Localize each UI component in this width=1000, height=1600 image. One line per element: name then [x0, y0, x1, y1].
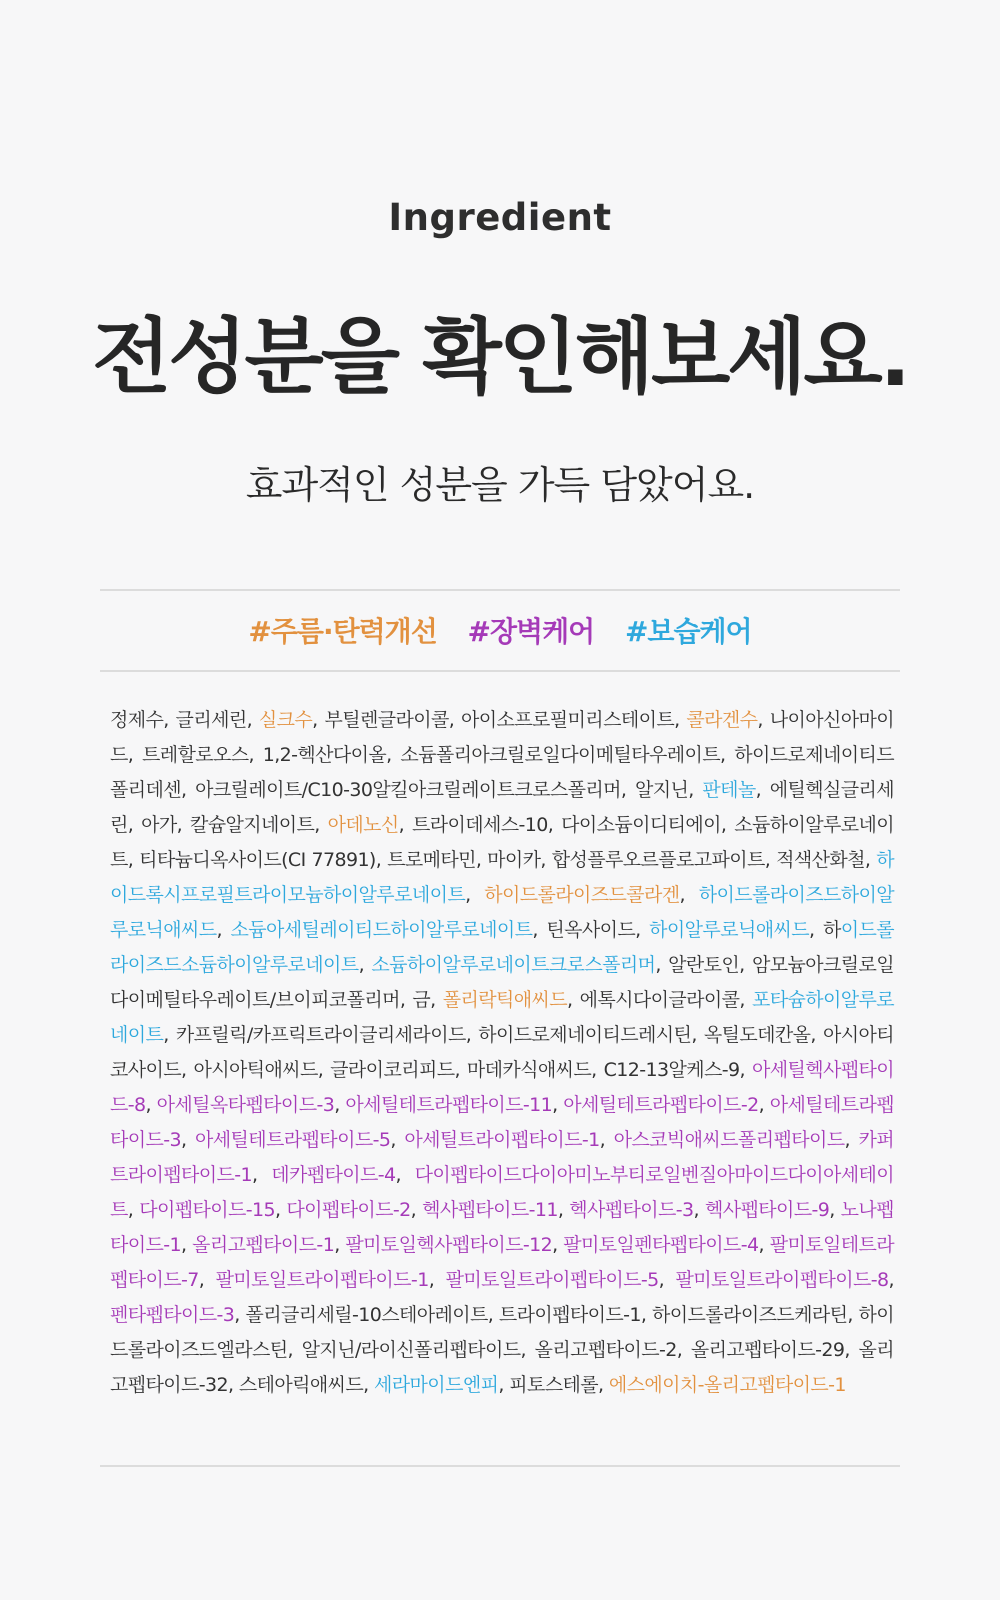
page-subtitle: 효과적인 성분을 가득 담았어요.: [245, 463, 755, 507]
highlighted-ingredient: 올리고펩타이드-1: [192, 1234, 335, 1256]
ingredient-text: , 폴리글리세릴-10스테아레이트, 트라이펩타이드-1, 하이드롤라이즈드케라틴, 하이드롤라이즈드엘라스틴, 알지닌/라이신폴리펩타이드, 올리고펩타이드-2, 올리고펩타이드-29, 올리고펩타이드-32, 스테아릭애씨드,: [110, 1304, 894, 1396]
highlighted-ingredient: 아데노신: [327, 814, 399, 836]
divider-top: [100, 589, 900, 591]
ingredient-text: ,: [829, 1199, 841, 1221]
ingredient-text: , 트라이데세스-10, 다이소듐이디티에이, 소듐하이알루로네이트, 티타늄디옥사이드(CI 77891), 트로메타민, 마이카, 합성플루오르플로고파이트, 적색산화철,: [110, 814, 894, 871]
ingredient-text: ,: [390, 1129, 405, 1151]
divider-middle: [100, 670, 900, 672]
ingredient-text: , 에틸헥실글리세린, 아가, 칼슘알지네이트,: [110, 779, 894, 836]
ingredient-text: ,: [198, 1269, 216, 1291]
ingredient-text: ,: [145, 1094, 157, 1116]
ingredient-text: ,: [274, 1199, 287, 1221]
ingredient-text: , 틴옥사이드,: [532, 919, 650, 941]
highlighted-ingredient: 하이드롤라이즈드콜라겐: [484, 884, 680, 906]
highlighted-ingredient: 아세틸테트라펩타이드-5: [195, 1129, 391, 1151]
highlighted-ingredient: 소듐아세틸레이티드하이알루로네이트: [230, 919, 533, 941]
highlighted-ingredient: 아세틸테트라펩타이드-3: [110, 1094, 895, 1151]
ingredient-text: ,: [693, 1199, 705, 1221]
highlighted-ingredient: 아세틸테트라펩타이드-11: [345, 1094, 553, 1116]
hashtag-wrinkle-elasticity: #주름·탄력개선: [248, 615, 437, 648]
highlighted-ingredient: 소듐하이알루로네이트크로스폴리머: [371, 954, 656, 976]
highlighted-ingredient: 팔미토일트라이펩타이드-8: [675, 1269, 889, 1291]
highlighted-ingredient: 노나펩타이드-1: [110, 1199, 894, 1256]
highlighted-ingredient: 실크수: [258, 709, 313, 731]
highlighted-ingredient: 데카펩타이드-4: [271, 1164, 396, 1186]
ingredient-text: ,: [181, 1234, 193, 1256]
highlighted-ingredient: 팔미토일펜타펩타이드-4: [563, 1234, 759, 1256]
ingredient-text: ,: [334, 1094, 346, 1116]
ingredient-text: , 하: [808, 919, 841, 941]
ingredient-text: ,: [181, 1129, 196, 1151]
ingredient-text: , 부틸렌글라이콜, 아이소프로필미리스테이트,: [312, 709, 687, 731]
ingredient-text: ,: [216, 919, 231, 941]
highlighted-ingredient: 아세틸옥타펩타이드-3: [156, 1094, 335, 1116]
highlighted-ingredient: 판테놀: [702, 779, 756, 801]
highlighted-ingredient: 하이알루로닉애씨드: [649, 919, 809, 941]
highlighted-ingredient: 아스코빅애씨드폴리펩타이드: [613, 1129, 845, 1151]
highlighted-ingredient: 헥사펩타이드-11: [422, 1199, 558, 1221]
ingredient-text: ,: [552, 1234, 564, 1256]
ingredient-text: ,: [552, 1094, 564, 1116]
ingredient-text: ,: [758, 1094, 770, 1116]
ingredient-text: , 알란토인, 암모늄아크릴로일다이메틸타우레이트/브이피코폴리머, 금,: [110, 954, 894, 1011]
highlighted-ingredient: 아세틸테트라펩타이드-2: [563, 1094, 759, 1116]
ingredient-text: ,: [358, 954, 372, 976]
highlighted-ingredient: 아세틸트라이펩타이드-1: [404, 1129, 600, 1151]
hashtag-row: [0, 610, 1000, 650]
ingredient-text: ,: [658, 1269, 676, 1291]
ingredient-text: 정제수, 글리세린,: [110, 709, 259, 731]
ingredient-text: ,: [758, 1234, 770, 1256]
highlighted-ingredient: 하이드롤라이즈드하이알루로닉애씨드: [110, 884, 894, 941]
highlighted-ingredient: 헥사펩타이드-3: [569, 1199, 694, 1221]
ingredient-text: ,: [428, 1269, 446, 1291]
ingredient-text: ,: [127, 1199, 140, 1221]
highlighted-ingredient: 팔미토일헥사펩타이드-12: [345, 1234, 553, 1256]
ingredient-text: ,: [465, 884, 485, 906]
hashtag-moisture-care: #보습케어: [624, 615, 752, 648]
hashtag-barrier-care: #장벽케어: [467, 615, 595, 648]
ingredient-text: , 카프릴릭/카프릭트라이글리세라이드, 하이드로제네이티드레시틴, 옥틸도데칸올, 아시아티코사이드, 아시아틱애씨드, 글라이코리피드, 마데카식애씨드, C12-13알케스-9,: [110, 1024, 894, 1081]
ingredient-text: ,: [395, 1164, 415, 1186]
ingredient-text: ,: [599, 1129, 614, 1151]
highlighted-ingredient: 팔미토일트라이펩타이드-1: [215, 1269, 429, 1291]
highlighted-ingredient: 콜라겐수: [686, 709, 758, 731]
divider-bottom: [100, 1465, 900, 1467]
page-title: 전성분을 확인해보세요.: [92, 310, 908, 405]
ingredient-text: ,: [557, 1199, 570, 1221]
highlighted-ingredient: 다이펩타이드-2: [286, 1199, 411, 1221]
highlighted-ingredient: 팔미토일트라이펩타이드-5: [445, 1269, 659, 1291]
ingredient-text: , 피토스테롤,: [498, 1374, 609, 1396]
highlighted-ingredient: 팔미토일테트라펩타이드-7: [110, 1234, 894, 1291]
ingredient-text: ,: [888, 1269, 894, 1291]
ingredient-text: ,: [844, 1129, 859, 1151]
highlighted-ingredient: 펜타펩타이드-3: [110, 1304, 235, 1326]
section-eyebrow: Ingredient: [388, 196, 612, 239]
highlighted-ingredient: 포타슘하이알루로네이트: [110, 989, 894, 1046]
ingredient-text: , 에톡시다이글라이콜,: [567, 989, 752, 1011]
ingredient-list: [110, 703, 894, 1403]
highlighted-ingredient: 카퍼트라이펩타이드-1: [110, 1129, 894, 1186]
highlighted-ingredient: 아세틸헥사펩타이드-8: [110, 1059, 894, 1116]
ingredient-text: ,: [410, 1199, 423, 1221]
highlighted-ingredient: 폴리락틱애씨드: [442, 989, 568, 1011]
highlighted-ingredient: 다이펩타이드다이아미노부티로일벤질아마이드다이아세테이트: [110, 1164, 894, 1221]
highlighted-ingredient: 이드롤라이즈드소듐하이알루로네이트: [110, 919, 894, 976]
ingredient-text: ,: [334, 1234, 346, 1256]
ingredient-text: ,: [252, 1164, 272, 1186]
highlighted-ingredient: 세라마이드엔피: [374, 1374, 499, 1396]
highlighted-ingredient: 헥사펩타이드-9: [704, 1199, 830, 1221]
ingredient-text: ,: [679, 884, 699, 906]
highlighted-ingredient: 다이펩타이드-15: [139, 1199, 275, 1221]
highlighted-ingredient: 에스에이치-올리고펩타이드-1: [608, 1374, 846, 1396]
ingredient-text: , 나이아신아마이드, 트레할로오스, 1,2-헥산다이올, 소듐폴리아크릴로일다이메틸타우레이트, 하이드로제네이티드폴리데센, 아크릴레이트/C10-30알킬아크릴레이트크로스폴리머, 알지닌,: [110, 709, 894, 801]
highlighted-ingredient: 하이드록시프로필트라이모늄하이알루로네이트: [110, 849, 894, 906]
